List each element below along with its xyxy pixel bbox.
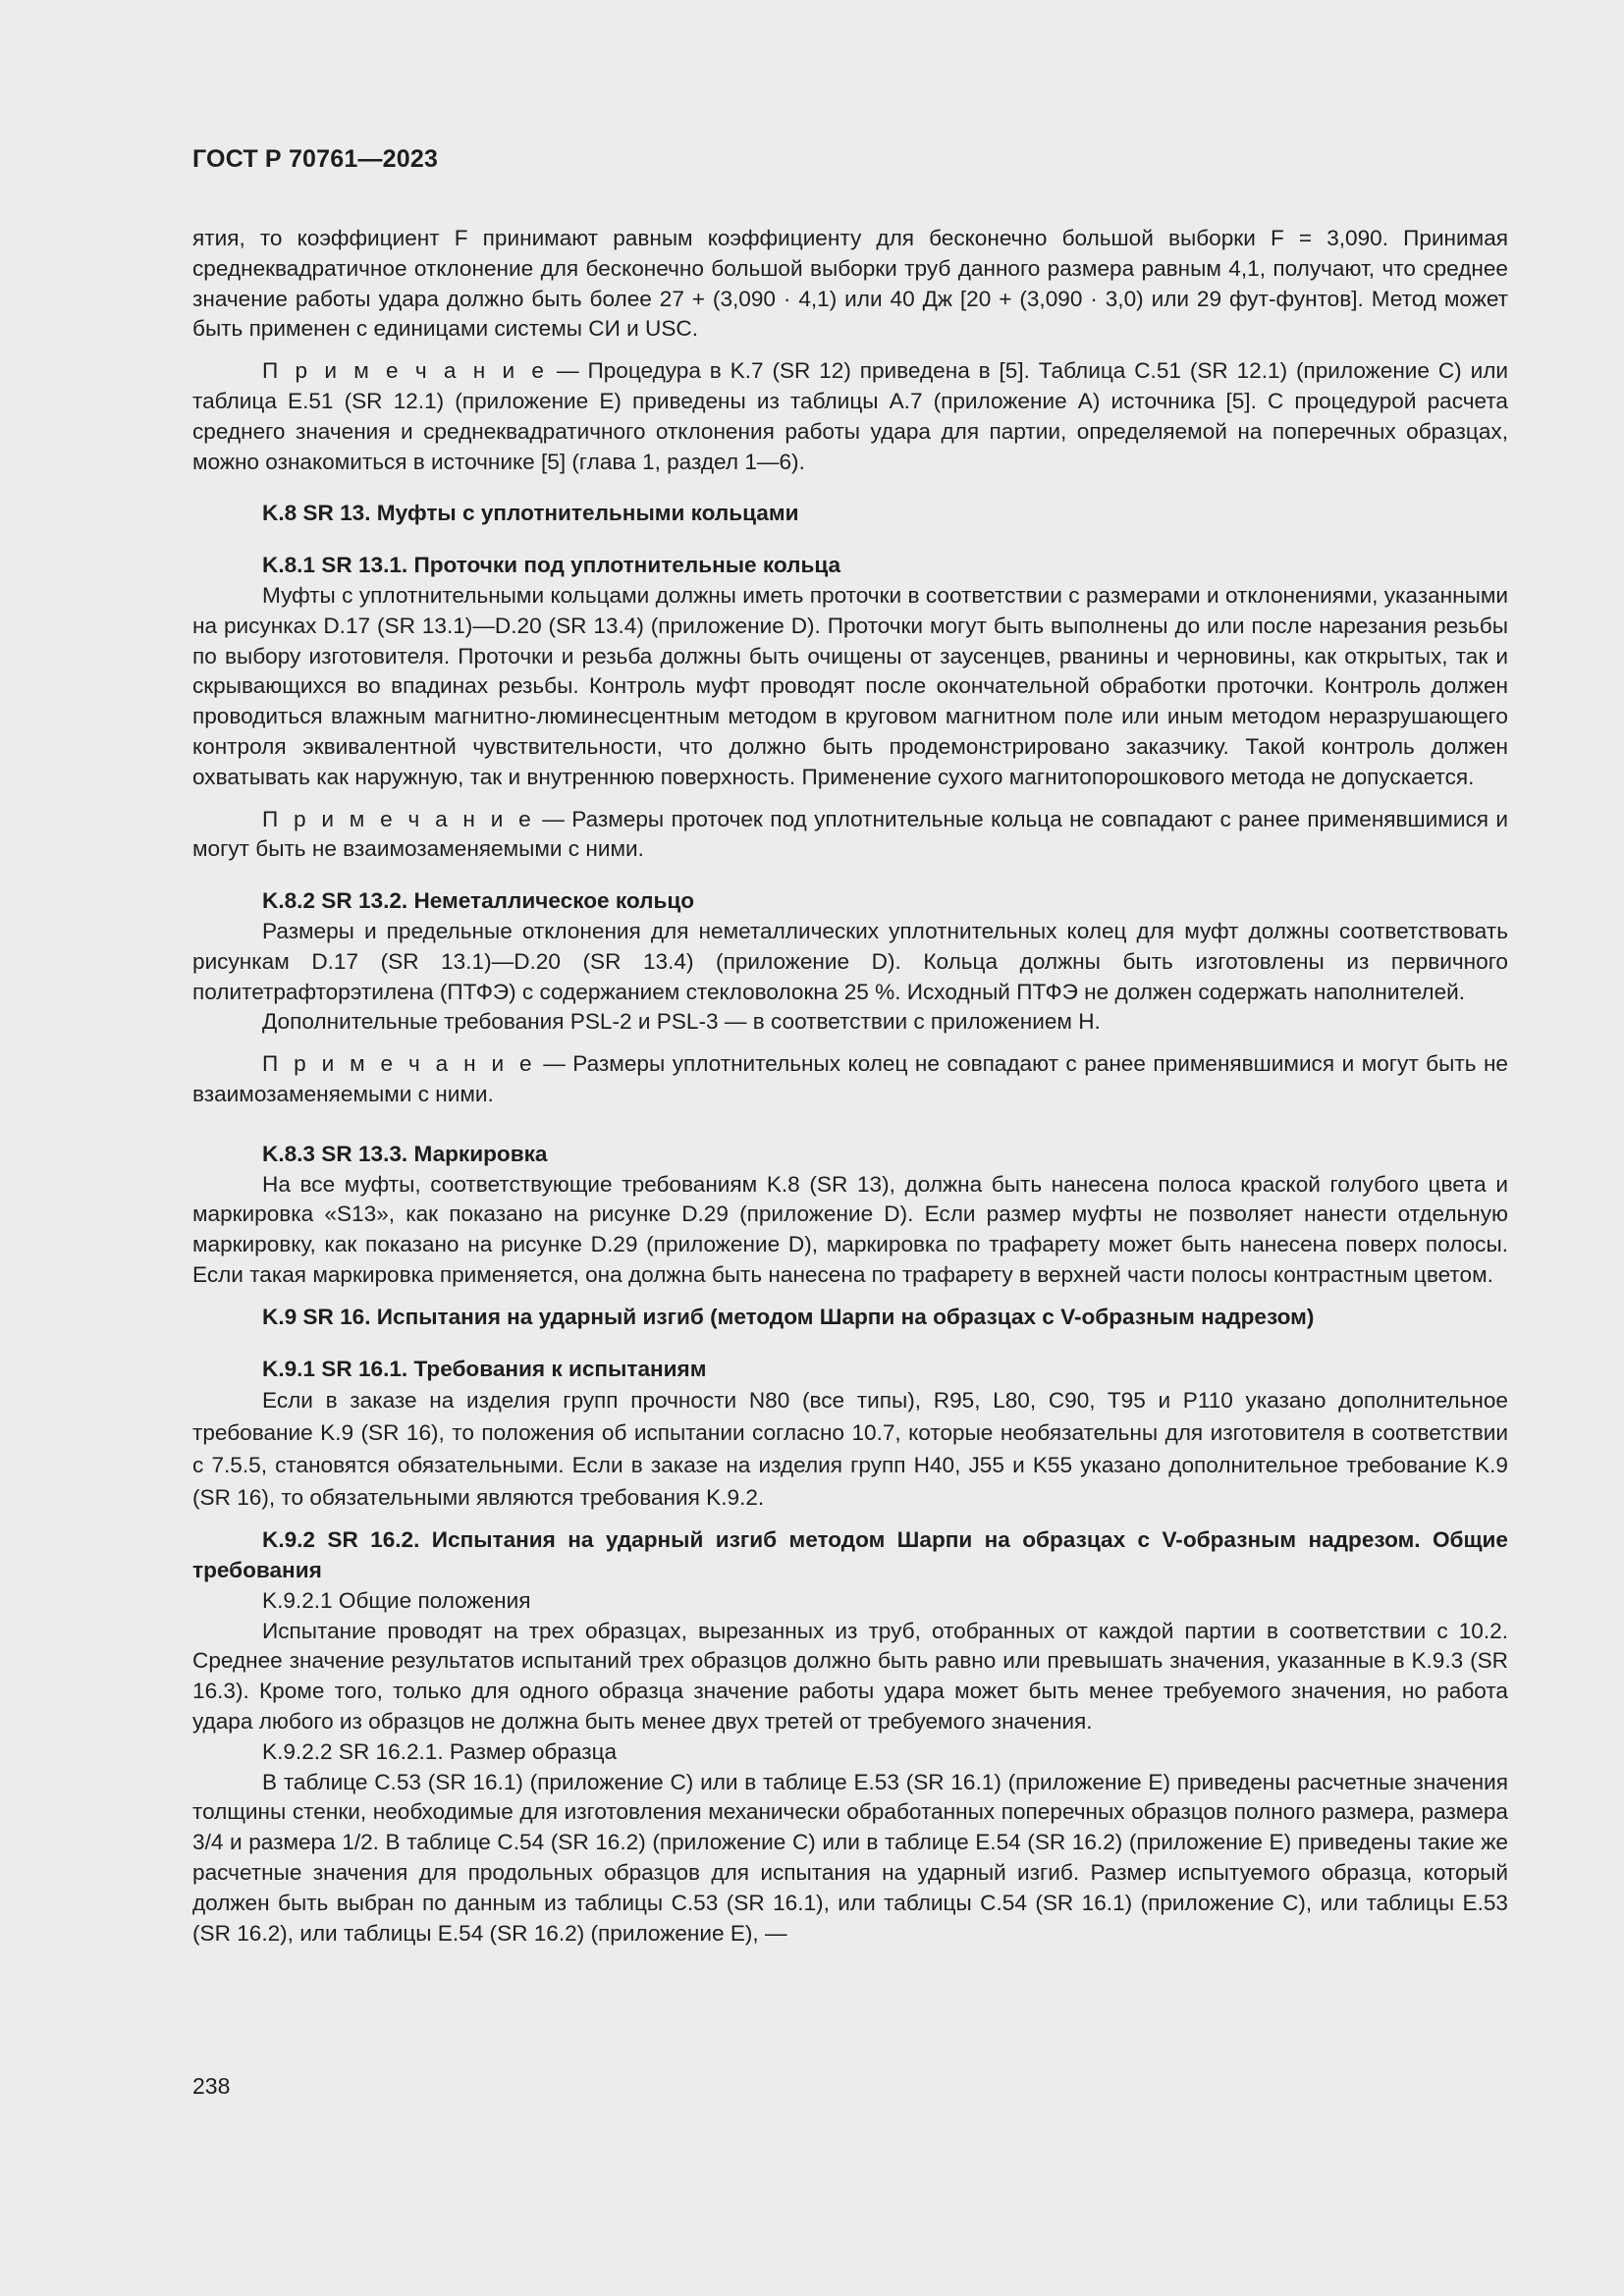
paragraph-k8-2b: Дополнительные требования PSL-2 и PSL-3 — в соответствии с приложением H.	[262, 1009, 1101, 1035]
subheading-k9-2-2: K.9.2.2 SR 16.2.1. Размер образца	[262, 1738, 618, 1764]
heading-k8: K.8 SR 13. Муфты с уплотнительными кольцами	[262, 501, 799, 526]
document-header: ГОСТ Р 70761—2023	[192, 145, 439, 173]
page-number: 238	[192, 2073, 231, 2099]
document-body	[192, 224, 1508, 1949]
paragraph-k9-1: Если в заказе на изделия групп прочности N80 (все типы), R95, L80, C90, T95 и P110 указано дополнительное требование K.9 (SR 16), то положения об испытании согласно 10.7, которые необязательны для изготовителя в соответствии с 7.5.5, становятся обязательными. Если в заказе на изделия групп H40, J55 и K55 указано дополнительное требование K.9 (SR 16), то обязательными являются требования K.9.2.	[192, 1388, 1508, 1511]
paragraph-k9-2-1: Испытание проводят на трех образцах, вырезанных из труб, отобранных от каждой партии в соответствии с 10.2. Среднее значение результатов испытаний трех образцов должно быть равно или превышать значения, указанные в K.9.3 (SR 16.3). Кроме того, только для одного образца значение работы удара может быть менее требуемого значения, но работа удара любого из образцов не должна быть менее двух третей от требуемого значения.	[192, 1618, 1508, 1735]
note-3	[192, 1049, 1508, 1110]
heading-k8-3: K.8.3 SR 13.3. Маркировка	[262, 1141, 548, 1166]
note-1	[192, 356, 1508, 477]
note-text: — Процедура в K.7 (SR 12) приведена в [5]. Таблица C.51 (SR 12.1) (приложение C) или таблица E.51 (SR 12.1) (приложение E) приведены из таблицы A.7 (приложение А) источника [5]. С процедурой расчета среднего значения и среднеквадратичного отклонения работы удара для партии, определяемой на поперечных образцах, можно ознакомиться в источнике [5] (глава 1, раздел 1—6).	[192, 358, 1508, 474]
paragraph-k8-3: На все муфты, соответствующие требованиям K.8 (SR 13), должна быть нанесена полоса краской голубого цвета и маркировка «S13», как показано на рисунке D.29 (приложение D). Если размер муфты не позволяет нанести отдельную маркировку, как показано на рисунке D.29 (приложение D), маркировка по трафарету может быть нанесена поверх полосы. Если такая маркировка применяется, она должна быть нанесена по трафарету в верхней части полосы контрастным цветом.	[192, 1171, 1508, 1287]
note-label: П р и м е ч а н и е	[262, 358, 549, 384]
heading-k8-2: K.8.2 SR 13.2. Неметаллическое кольцо	[262, 888, 695, 914]
note-2	[192, 805, 1508, 866]
paragraph-k8-2a: Размеры и предельные отклонения для неметаллических уплотнительных колец для муфт должны соответствовать рисункам D.17 (SR 13.1)—D.20 (SR 13.4) (приложение D). Кольца должны быть изготовлены из первичного политетрафторэтилена (ПТФЭ) с содержанием стекловолокна 25 %. Исходный ПТФЭ не должен содержать наполнителей.	[192, 918, 1508, 1004]
subheading-k9-2-1: K.9.2.1 Общие положения	[262, 1587, 531, 1613]
note-text: — Размеры уплотнительных колец не совпадают с ранее применявшимися и могут быть не взаимозаменяемыми с ними.	[192, 1051, 1508, 1106]
paragraph-k9-2-2: В таблице C.53 (SR 16.1) (приложение C) или в таблице E.53 (SR 16.1) (приложение E) приведены расчетные значения толщины стенки, необходимые для изготовления механически обработанных поперечных образцов полного размера, размера 3/4 и размера 1/2. В таблице C.54 (SR 16.2) (приложение C) или в таблице E.54 (SR 16.2) (приложение E) приведены такие же расчетные значения для продольных образцов для испытания на ударный изгиб. Размер испытуемого образца, который должен быть выбран по данным из таблицы C.53 (SR 16.1), или таблицы C.54 (SR 16.1) (приложение C), или таблицы E.53 (SR 16.2), или таблицы E.54 (SR 16.2) (приложение E), —	[192, 1769, 1508, 1946]
heading-k9: K.9 SR 16. Испытания на ударный изгиб (методом Шарпи на образцах с V-образным надрезом)	[262, 1304, 1315, 1329]
paragraph-continuation: ятия, то коэффициент F принимают равным коэффициенту для бесконечно большой выборки F = 3,090. Принимая среднеквадратичное отклонение для бесконечно большой выборки труб данного размера равным 4,1, получают, что среднее значение работы удара должно быть более 27 + (3,090 · 4,1) или 40 Дж [20 + (3,090 · 3,0) или 29 фут-фунтов]. Метод может быть применен с единицами системы СИ и USC.	[192, 226, 1508, 342]
note-label: П р и м е ч а н и е	[262, 1051, 536, 1077]
heading-k8-1: K.8.1 SR 13.1. Проточки под уплотнительные кольца	[262, 553, 841, 578]
paragraph-k8-1: Муфты с уплотнительными кольцами должны иметь проточки в соответствии с размерами и отклонениями, указанными на рисунках D.17 (SR 13.1)—D.20 (SR 13.4) (приложение D). Проточки могут быть выполнены до или после нарезания резьбы по выбору изготовителя. Проточки и резьба должны быть очищены от заусенцев, рванины и черновины, как открытых, так и скрывающихся во впадинах резьбы. Контроль муфт проводят после окончательной обработки проточки. Контроль должен проводиться влажным магнитно-люминесцентным методом в круговом магнитном поле или иным методом неразрушающего контроля эквивалентной чувствительности, что должно быть продемонстрировано заказчику. Такой контроль должен охватывать как наружную, так и внутреннюю поверхность. Применение сухого магнитопорошкового метода не допускается.	[192, 582, 1508, 789]
note-label: П р и м е ч а н и е	[262, 806, 535, 831]
heading-k9-1: K.9.1 SR 16.1. Требования к испытаниям	[262, 1356, 707, 1381]
note-text: — Размеры проточек под уплотнительные кольца не совпадают с ранее применявшимися и могут быть не взаимозаменяемыми с ними.	[192, 806, 1508, 862]
heading-k9-2: K.9.2 SR 16.2. Испытания на ударный изгиб методом Шарпи на образцах с V-образным надрезом. Общие требования	[192, 1527, 1508, 1583]
